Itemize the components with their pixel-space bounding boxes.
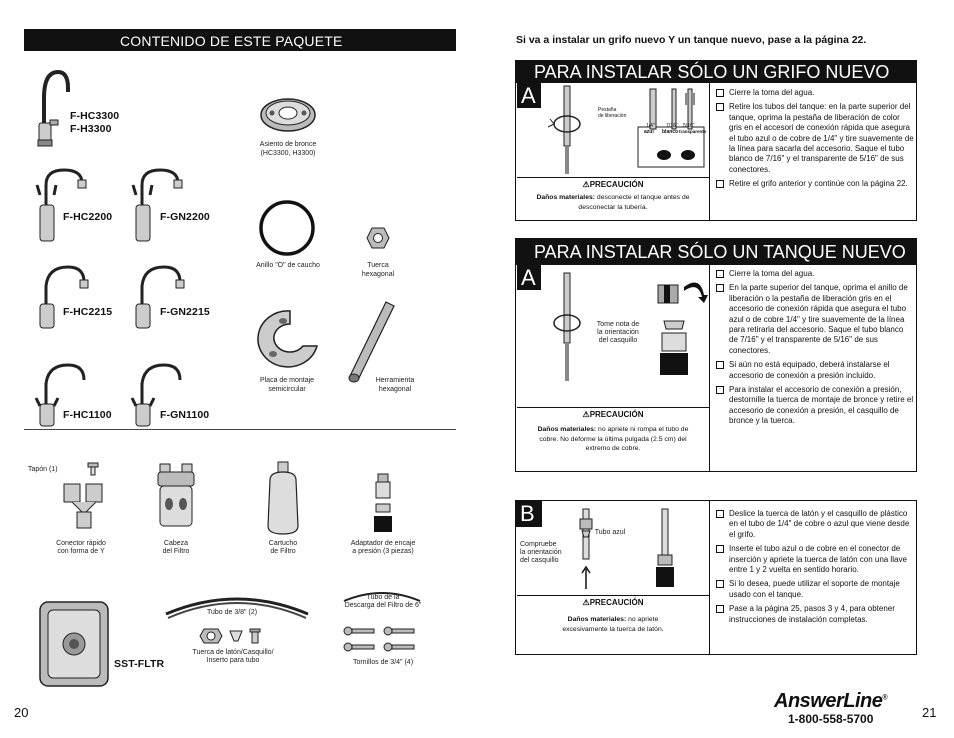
section-tank-title: PARA INSTALAR SÓLO UN TANQUE NUEVO xyxy=(534,242,906,262)
step-text: Cierre la toma del agua. xyxy=(729,269,815,278)
label-bronze-seat-sub: (HC3300, H3300) xyxy=(260,150,316,157)
bronze-seat-illustration xyxy=(258,95,318,135)
contents-header xyxy=(24,29,456,51)
step-letter-a xyxy=(516,83,542,109)
label-quarter: 1/4" xyxy=(646,123,655,129)
faucet-hc2200-illustration xyxy=(34,165,94,245)
hex-tool-illustration xyxy=(342,294,402,384)
section-faucet-title: PARA INSTALAR SÓLO UN GRIFO NUEVO xyxy=(534,62,890,82)
caution-text-3: no apriete excesivamente la tuerca de latón. xyxy=(562,616,664,633)
screws-illustration xyxy=(342,623,422,655)
section-b xyxy=(515,500,917,655)
mounting-plate-illustration xyxy=(255,306,325,370)
section-tank-title-bar xyxy=(516,239,916,265)
model-hc1100: F-HC1100 xyxy=(63,409,112,421)
caution-box-1 xyxy=(517,177,709,221)
checkbox[interactable] xyxy=(716,510,724,518)
section3-step xyxy=(716,579,914,600)
caution-title-2-text: PRECAUCIÓN xyxy=(589,410,644,419)
caution-title-1 xyxy=(517,180,709,189)
label-blue-tube: Tubo azul xyxy=(594,529,626,536)
section3-vertical-divider xyxy=(709,501,710,655)
section2-step xyxy=(716,283,914,356)
section3-step xyxy=(716,544,914,575)
brass-nut-illustration xyxy=(200,627,268,645)
section3-step xyxy=(716,509,914,540)
checkbox[interactable] xyxy=(716,580,724,588)
filter-cartridge-illustration xyxy=(262,460,304,536)
step-letter-a-2 xyxy=(516,265,542,291)
label-check-orientation-b: la orientación xyxy=(520,549,562,556)
caution-text-2: no apriete ni rompa el tubo de cobre. No deforme la última pulgada (2.5 cm) del extremo de cobre. xyxy=(539,426,689,453)
faucet-gn2215-illustration xyxy=(130,262,190,332)
y-connector-illustration xyxy=(62,480,106,532)
model-hc3300: F-HC3300 xyxy=(70,110,120,122)
label-bronze-seat: Asiento de bronce xyxy=(259,141,317,148)
section2-step xyxy=(716,360,914,381)
label-check-orientation-a: Compruebe xyxy=(520,541,557,548)
label-plug: Tapón (1) xyxy=(28,466,58,473)
caution-text-1: desconecte el tanque antes de desconectar la tubería. xyxy=(578,194,690,211)
step-text: Pase a la página 25, pasos 3 y 4, para obtener instrucciones de instalación completas. xyxy=(729,604,895,624)
section3-steps xyxy=(716,509,914,629)
caution-bold-3: Daños materiales: xyxy=(567,616,627,623)
section-divider xyxy=(24,429,456,430)
caution-body-1 xyxy=(517,193,709,212)
label-brass-nut-sub: Inserto para tubo xyxy=(206,657,260,664)
step-text: En la parte superior del tanque, oprima el anillo de liberación o la pestaña de liberación gris en el accesorio de conexión rápida que asegura el tubo azul o de cobre 1/4" y tire suavemente de la línea para retirarla del accesorio. Saque el tubo blanco de 7/16" y el transparente de 5/16" de sus conectores. xyxy=(729,283,908,355)
checkbox[interactable] xyxy=(716,545,724,553)
label-filter-head-sub: del Filtro xyxy=(162,548,190,555)
tank-illustration xyxy=(38,596,110,690)
caution-title-2 xyxy=(517,410,709,419)
label-transparent: transparente xyxy=(679,129,707,134)
label-note-orientation-c: del casquillo xyxy=(598,337,638,344)
push-adapter-illustration xyxy=(370,472,396,536)
caution-bold-1: Daños materiales: xyxy=(536,194,596,201)
label-push-adapter-sub: a presión (3 piezas) xyxy=(352,548,414,555)
checkbox[interactable] xyxy=(716,361,724,369)
step-letter-b-text: B xyxy=(520,501,535,526)
checkbox[interactable] xyxy=(716,180,724,188)
step-text: Retire el grifo anterior y continúe con la página 22. xyxy=(729,179,908,189)
model-gn2200: F-GN2200 xyxy=(160,211,210,223)
faucet-gn2200-illustration xyxy=(130,165,190,245)
section2-step xyxy=(716,269,914,279)
brand-logo xyxy=(774,690,887,713)
section-faucet-only xyxy=(515,60,917,221)
step-letter-a-2-text: A xyxy=(521,265,536,290)
section1-vertical-divider xyxy=(709,83,710,221)
tube-3-8-illustration xyxy=(162,588,312,628)
ferrule-diagram xyxy=(654,281,714,379)
warning-icon: ⚠ xyxy=(582,180,590,189)
label-tube-3-8: Tubo de 3/8" (2) xyxy=(206,609,258,616)
warning-icon: ⚠ xyxy=(582,598,590,607)
top-note: Si va a instalar un grifo nuevo Y un tanque nuevo, pase a la página 22. xyxy=(516,34,867,46)
section-tank-only xyxy=(515,238,917,472)
step-text: Deslice la tuerca de latón y el casquillo de plástico en el tubo de 1/4" de cobre o azul que viene desde el grifo. xyxy=(729,509,910,539)
label-hex-tool: Herramienta xyxy=(375,377,415,384)
step-text: Si lo desea, puede utilizar el soporte de montaje usado con el tanque. xyxy=(729,579,900,599)
contents-header-text: CONTENIDO DE ESTE PAQUETE xyxy=(120,33,343,49)
o-ring-illustration xyxy=(258,199,316,257)
label-brass-nut: Tuerca de latón/Casquillo/ xyxy=(192,649,274,656)
checkbox[interactable] xyxy=(716,605,724,613)
hex-nut-illustration xyxy=(366,227,390,249)
page-number-left: 20 xyxy=(14,705,29,720)
model-hc2200: F-HC2200 xyxy=(63,211,113,223)
caution-body-3 xyxy=(517,615,709,634)
checkbox[interactable] xyxy=(716,89,724,97)
section2-steps xyxy=(716,269,914,430)
label-mounting-plate: Placa de montaje xyxy=(259,377,315,384)
caution-bold-2: Daños materiales: xyxy=(537,426,597,433)
model-sst-fltr: SST-FLTR xyxy=(114,658,165,670)
section2-vertical-divider xyxy=(709,265,710,472)
label-hex-tool-sub: hexagonal xyxy=(378,386,412,393)
section1-step xyxy=(716,102,914,175)
label-seven-sixteenths: 7/16" xyxy=(666,123,678,129)
label-hex-nut: Tuerca xyxy=(367,262,389,269)
page-number-right: 21 xyxy=(922,705,937,720)
caution-body-2 xyxy=(517,425,709,454)
step-letter-a-text: A xyxy=(521,83,536,108)
faucet-hc3300-illustration xyxy=(34,68,74,148)
step-text: Cierre la toma del agua. xyxy=(729,88,815,97)
label-filter-cartridge-sub: de Filtro xyxy=(270,548,296,555)
step-text: Si aún no está equipado, deberá instalarse el accesorio de conexión a presión incluido. xyxy=(729,360,890,380)
section1-steps xyxy=(716,88,914,194)
warning-icon: ⚠ xyxy=(582,410,590,419)
label-o-ring: Anillo "O" de caucho xyxy=(256,262,320,269)
filter-head-illustration xyxy=(154,462,198,534)
brand-mark: ® xyxy=(882,694,888,702)
label-discharge-tube: Tubo de la xyxy=(366,594,400,601)
checkbox[interactable] xyxy=(716,270,724,278)
brand-phone: 1-800-558-5700 xyxy=(788,712,874,726)
caution-title-1-text: PRECAUCIÓN xyxy=(589,180,644,189)
model-gn1100: F-GN1100 xyxy=(160,409,210,421)
label-note-orientation-b: la orientación xyxy=(597,329,639,336)
model-hc2215: F-HC2215 xyxy=(63,306,113,318)
caution-title-3 xyxy=(517,598,709,607)
label-y-connector-sub: con forma de Y xyxy=(57,548,105,555)
step-text: Para instalar el accesorio de conexión a presión, destornille la tuerca de montaje de bronce y retire el accesorio de conexión a presión, el casquillo de bronce y la tuerca. xyxy=(729,384,914,426)
label-release-tab: Pestaña xyxy=(598,107,617,113)
label-mounting-plate-sub: semicircular xyxy=(268,386,306,393)
tank-connection-diagram xyxy=(650,509,680,591)
plug-illustration xyxy=(86,462,100,476)
step-text: Retire los tubos del tanque: en la parte superior del tanque, oprima la pestaña de liberación de color gris en el accesori de conexión rápida que asegura el tubo azul o de cobre de 1/4" y tire suavemente de la línea para sacarla del accesorio. Saque el tubo blanco de 7/16" y el transparente de 5/16" de sus conectores. xyxy=(729,102,914,174)
label-five-sixteenths: 5/16" xyxy=(683,123,695,129)
step-text: Inserte el tubo azul o de cobre en el conector de inserción y apriete la tuerca de latón con una llave entre 1 y 2 vuelta en sentido horario. xyxy=(729,544,907,574)
label-y-connector: Conector rápido xyxy=(56,540,106,547)
label-filter-cartridge: Cartucho xyxy=(268,540,298,547)
caution-box-2 xyxy=(517,407,709,472)
label-blue: azul xyxy=(644,129,654,135)
checkbox[interactable] xyxy=(716,386,724,394)
brand-name: AnswerLine xyxy=(774,690,883,712)
model-gn2215: F-GN2215 xyxy=(160,306,210,318)
model-h3300: F-H3300 xyxy=(70,123,112,135)
label-hex-nut-sub: hexagonal xyxy=(361,271,395,278)
label-release-tab-sub: de liberación xyxy=(598,113,627,119)
label-push-adapter: Adaptador de encaje xyxy=(350,540,416,547)
section1-step xyxy=(716,88,914,98)
faucet-removal-diagram xyxy=(544,86,594,176)
step-letter-b xyxy=(516,501,542,527)
section2-step xyxy=(716,385,914,427)
label-check-orientation-c: del casquillo xyxy=(520,557,559,564)
faucet-hc2215-illustration xyxy=(34,262,94,332)
section1-step xyxy=(716,179,914,189)
caution-box-3 xyxy=(517,595,709,655)
label-note-orientation-a: Tome nota de xyxy=(596,321,640,328)
label-white: blanco xyxy=(662,129,679,135)
section-faucet-title-bar xyxy=(516,61,916,83)
label-screws: Tornillos de 3/4" (4) xyxy=(352,659,414,666)
label-filter-head: Cabeza xyxy=(163,540,189,547)
caution-title-3-text: PRECAUCIÓN xyxy=(589,598,644,607)
checkbox[interactable] xyxy=(716,103,724,111)
checkbox[interactable] xyxy=(716,284,724,292)
section3-step xyxy=(716,604,914,625)
label-discharge-tube-sub: Descarga del Filtro de 6" xyxy=(344,602,422,609)
